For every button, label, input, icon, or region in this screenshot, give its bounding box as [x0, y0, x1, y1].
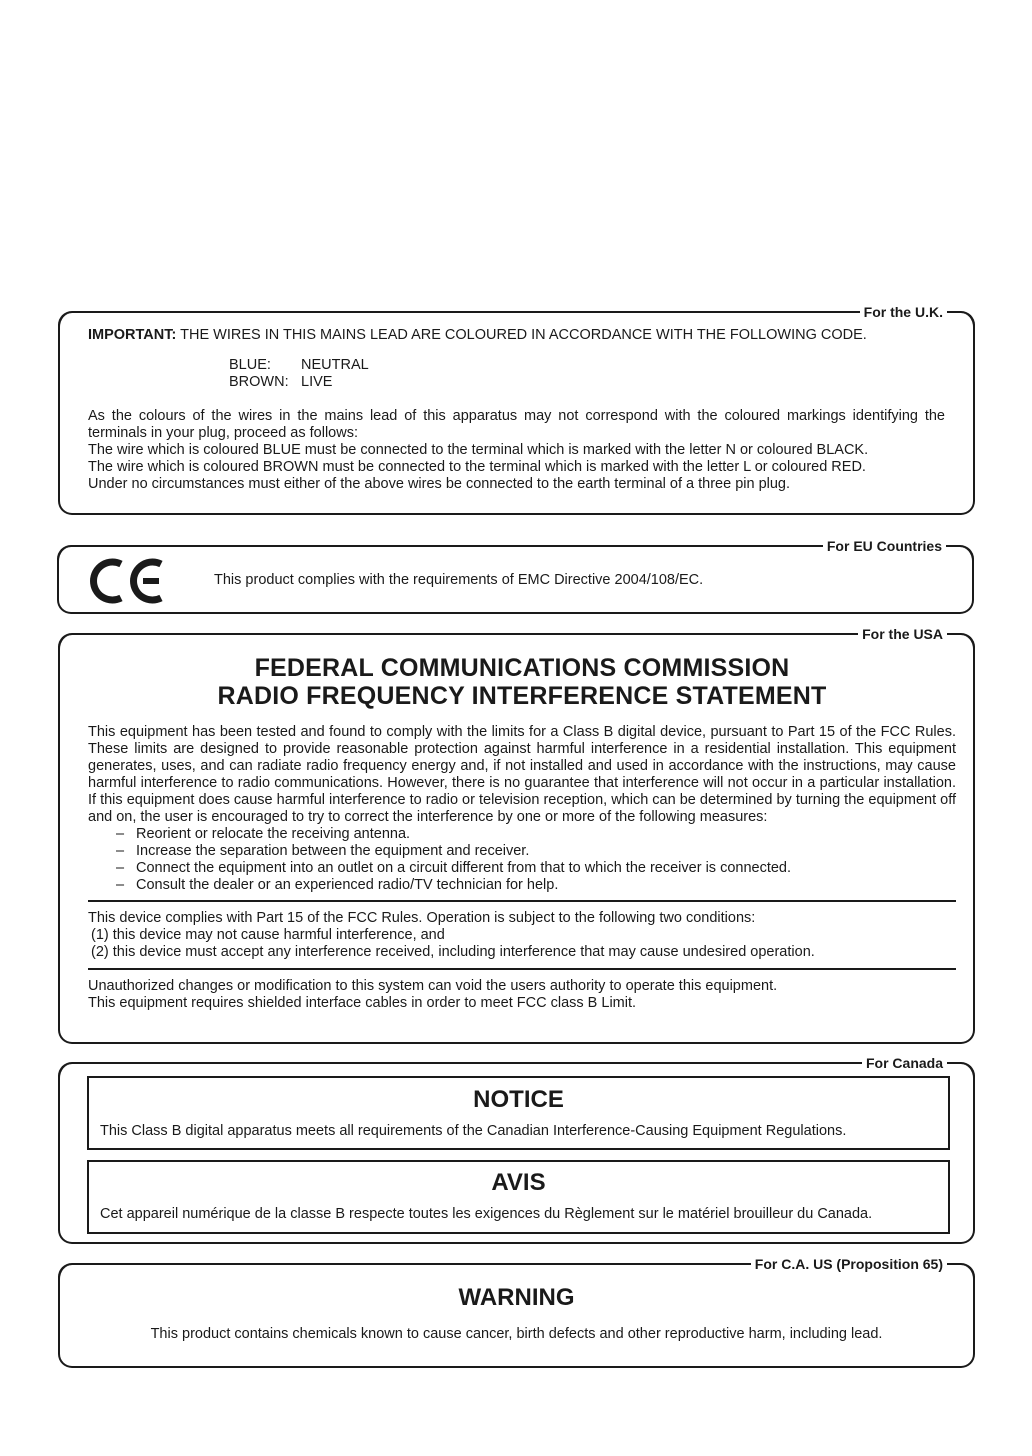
list-item: – Reorient or relocate the receiving antenna.	[116, 826, 411, 842]
fcc-body-text: This equipment has been tested and found to comply with the limits for a Class B digital device, pursuant to Part 15 of the FCC Rules. These limits are designed to provide reasonable protection against harmful interference in a residential installation. This equipment generates, uses, and can radiate radio frequency energy and, if not installed and used in accordance with the instructions, may cause harmful interference to radio communications. However, there is no guarantee that interference will not occur in a particular installation. If this equipment does cause harmful interference to radio or television reception, which can be determined by turning the equipment off and on, the user is encouraged to try to correct the interference by one or more of the following measures:	[88, 724, 956, 825]
avis-title: AVIS	[491, 1169, 546, 1196]
usa-fcc-box	[58, 626, 975, 1044]
wire-code-row: BROWN: LIVE	[229, 374, 333, 390]
prop65-warning-box	[58, 1256, 975, 1368]
usa-tag: For the USA	[858, 625, 947, 643]
eu-notice-box	[57, 538, 974, 614]
list-item: – Connect the equipment into an outlet on a circuit different from that to which the receiver is connected.	[116, 860, 792, 876]
fcc-unauthorized-section: Unauthorized changes or modification to this system can void the users authority to operate this equipment. This equipment requires shielded interface cables in order to meet FCC class B Limit.	[88, 978, 778, 1011]
warning-title: WARNING	[458, 1284, 575, 1311]
notice-title: NOTICE	[473, 1086, 564, 1113]
fcc-part15-section: This device complies with Part 15 of the FCC Rules. Operation is subject to the following two conditions: (1) this device may not cause harmful interference, and (2) this device must accept any interference received, including interference that may cause undesired operation.	[88, 910, 815, 960]
uk-tag: For the U.K.	[860, 303, 947, 321]
fcc-measures-list	[88, 826, 956, 894]
avis-box	[87, 1160, 950, 1234]
uk-paragraph: Under no circumstances must either of the above wires be connected to the earth terminal of a three pin plug.	[88, 476, 791, 492]
wire-code-table	[229, 357, 945, 391]
uk-paragraph: The wire which is coloured BLUE must be connected to the terminal which is marked with the letter N or coloured BLACK.	[88, 442, 869, 458]
uk-important-line	[88, 327, 945, 344]
list-item: – Increase the separation between the equipment and receiver.	[116, 843, 530, 859]
important-label: IMPORTANT:	[88, 327, 177, 343]
fcc-title-line2: RADIO FREQUENCY INTERFERENCE STATEMENT	[217, 682, 827, 710]
uk-paragraph: As the colours of the wires in the mains lead of this apparatus may not correspond with the coloured markings identifying the terminals in your plug, proceed as follows:	[88, 408, 945, 441]
ce-mark-icon	[85, 556, 163, 606]
notice-box	[87, 1076, 950, 1150]
uk-instructions	[88, 408, 945, 493]
avis-text: Cet appareil numérique de la classe B respecte toutes les exigences du Règlement sur le matériel brouilleur du Canada.	[100, 1206, 873, 1222]
divider	[88, 968, 956, 970]
uk-notice-box	[58, 304, 975, 515]
canada-tag: For Canada	[862, 1054, 947, 1072]
warning-text: This product contains chemicals known to cause cancer, birth defects and other reproductive harm, including lead.	[150, 1326, 883, 1342]
fcc-title-line1: FEDERAL COMMUNICATIONS COMMISSION	[254, 654, 790, 682]
list-item: – Consult the dealer or an experienced radio/TV technician for help.	[116, 877, 559, 893]
divider	[88, 900, 956, 902]
prop65-tag: For C.A. US (Proposition 65)	[751, 1255, 947, 1273]
wire-code-row: BLUE: NEUTRAL	[229, 357, 369, 373]
canada-notice-box	[58, 1055, 975, 1244]
important-text: THE WIRES IN THIS MAINS LEAD ARE COLOURED IN ACCORDANCE WITH THE FOLLOWING CODE.	[176, 327, 867, 343]
eu-compliance-text: This product complies with the requirements of EMC Directive 2004/108/EC.	[214, 572, 704, 588]
uk-paragraph: The wire which is coloured BROWN must be connected to the terminal which is marked with the letter L or coloured RED.	[88, 459, 866, 475]
eu-tag: For EU Countries	[823, 537, 946, 555]
notice-text: This Class B digital apparatus meets all requirements of the Canadian Interference-Causing Equipment Regulations.	[100, 1123, 847, 1139]
